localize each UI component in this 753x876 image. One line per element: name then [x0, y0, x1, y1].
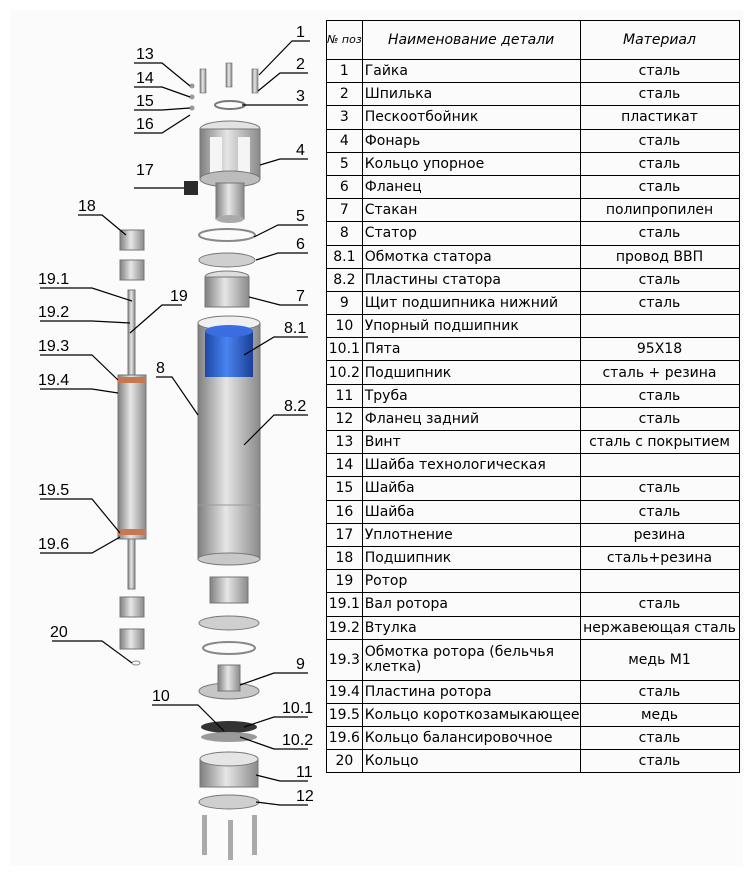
callout-17: 17	[136, 162, 154, 179]
row-material: сталь	[580, 175, 739, 198]
row-name: Обмотка статора	[362, 245, 580, 268]
row-name: Уплотнение	[362, 523, 580, 546]
table-row	[327, 570, 740, 593]
callout-19-6: 19.6	[38, 536, 70, 553]
callout-19-1: 19.1	[38, 271, 70, 288]
callout-10-2: 10.2	[282, 732, 314, 749]
stator-part	[198, 316, 260, 565]
row-pos: 19.1	[327, 593, 363, 616]
row-material: сталь	[580, 268, 739, 291]
row-material: провод ВВП	[580, 245, 739, 268]
seal-part	[184, 181, 198, 195]
callout-10: 10	[152, 688, 170, 705]
row-material: сталь	[580, 152, 739, 175]
header-pos: № поз	[327, 21, 363, 60]
table-row	[327, 60, 740, 83]
row-pos: 14	[327, 454, 363, 477]
table-row	[327, 222, 740, 245]
table-row	[327, 291, 740, 314]
callout-19-5: 19.5	[38, 482, 70, 499]
callout-13: 13	[136, 46, 154, 63]
table-row	[327, 680, 740, 703]
callout-19-2: 19.2	[38, 304, 70, 321]
row-material: сталь	[580, 593, 739, 616]
row-name: Шайба технологическая	[362, 454, 580, 477]
row-name: Стакан	[362, 199, 580, 222]
row-pos: 1	[327, 60, 363, 83]
rotor-assembly	[118, 230, 146, 665]
row-material: 95Х18	[580, 338, 739, 361]
row-pos: 10	[327, 315, 363, 338]
row-material: сталь	[580, 384, 739, 407]
row-name: Шайба	[362, 500, 580, 523]
table-header-row	[327, 21, 740, 60]
row-pos: 5	[327, 152, 363, 175]
row-material: нержавеющая сталь	[580, 616, 739, 639]
table-row	[327, 245, 740, 268]
callout-12: 12	[296, 788, 314, 805]
row-name: Винт	[362, 431, 580, 454]
row-pos: 13	[327, 431, 363, 454]
row-pos: 10.2	[327, 361, 363, 384]
table-row	[327, 639, 740, 680]
row-pos: 18	[327, 546, 363, 569]
row-pos: 20	[327, 750, 363, 773]
table-row	[327, 106, 740, 129]
row-pos: 19.3	[327, 639, 363, 680]
row-name: Подшипник	[362, 361, 580, 384]
row-name: Статор	[362, 222, 580, 245]
row-pos: 19	[327, 570, 363, 593]
table-row	[327, 523, 740, 546]
callout-7: 7	[296, 288, 305, 305]
parts-table	[326, 20, 740, 773]
table-row	[327, 361, 740, 384]
callout-11: 11	[296, 764, 313, 781]
row-material: сталь	[580, 500, 739, 523]
row-name: Щит подшипника нижний	[362, 291, 580, 314]
table-row	[327, 175, 740, 198]
table-body	[327, 60, 740, 773]
table-row	[327, 407, 740, 430]
row-name: Кольцо	[362, 750, 580, 773]
callout-19-4: 19.4	[38, 372, 70, 389]
table-row	[327, 152, 740, 175]
table-row	[327, 199, 740, 222]
row-name: Пластина ротора	[362, 680, 580, 703]
row-material	[580, 454, 739, 477]
row-name: Обмотка ротора (бельчья клетка)	[362, 639, 580, 680]
row-pos: 6	[327, 175, 363, 198]
row-name: Кольцо балансировочное	[362, 727, 580, 750]
callout-5: 5	[296, 208, 305, 225]
table-row	[327, 268, 740, 291]
row-pos: 19.5	[327, 703, 363, 726]
row-name: Фланец задний	[362, 407, 580, 430]
callout-19: 19	[170, 288, 188, 305]
row-material: сталь	[580, 477, 739, 500]
table-row	[327, 546, 740, 569]
callout-2: 2	[296, 56, 305, 73]
row-pos: 15	[327, 477, 363, 500]
callout-labels	[38, 24, 314, 805]
table-row	[327, 477, 740, 500]
row-pos: 16	[327, 500, 363, 523]
row-material: медь М1	[580, 639, 739, 680]
row-name: Вал ротора	[362, 593, 580, 616]
row-pos: 19.4	[327, 680, 363, 703]
row-material: сталь+резина	[580, 546, 739, 569]
row-name: Пескоотбойник	[362, 106, 580, 129]
row-name: Втулка	[362, 616, 580, 639]
lantern-part	[200, 121, 260, 223]
table-row	[327, 83, 740, 106]
table-row	[327, 703, 740, 726]
callout-8-2: 8.2	[284, 398, 307, 415]
row-material	[580, 315, 739, 338]
row-pos: 9	[327, 291, 363, 314]
row-material	[580, 570, 739, 593]
row-name: Труба	[362, 384, 580, 407]
callout-8: 8	[156, 360, 165, 377]
row-pos: 2	[327, 83, 363, 106]
row-material: полипропилен	[580, 199, 739, 222]
row-name: Кольцо упорное	[362, 152, 580, 175]
callout-18: 18	[78, 198, 96, 215]
row-pos: 3	[327, 106, 363, 129]
table-row	[327, 315, 740, 338]
row-material: сталь	[580, 129, 739, 152]
table-row	[327, 727, 740, 750]
row-name: Подшипник	[362, 546, 580, 569]
row-pos: 10.1	[327, 338, 363, 361]
row-name: Пластины статора	[362, 268, 580, 291]
top-studs	[190, 63, 259, 111]
row-name: Фонарь	[362, 129, 580, 152]
callout-16: 16	[136, 116, 154, 133]
header-name: Наименование детали	[362, 21, 580, 60]
thrust-ring-part	[199, 229, 255, 241]
row-material: сталь с покрытием	[580, 431, 739, 454]
table-row	[327, 431, 740, 454]
table-row	[327, 593, 740, 616]
callout-9: 9	[296, 656, 305, 673]
row-material: сталь	[580, 727, 739, 750]
row-pos: 12	[327, 407, 363, 430]
callout-1: 1	[296, 24, 305, 41]
table-row	[327, 500, 740, 523]
row-name: Шайба	[362, 477, 580, 500]
callout-14: 14	[136, 70, 154, 87]
row-name: Фланец	[362, 175, 580, 198]
row-name: Ротор	[362, 570, 580, 593]
table-row	[327, 384, 740, 407]
row-pos: 11	[327, 384, 363, 407]
row-material: сталь	[580, 83, 739, 106]
leader-lines	[40, 41, 310, 805]
table-row	[327, 338, 740, 361]
row-pos: 7	[327, 199, 363, 222]
callout-15: 15	[136, 93, 154, 110]
row-pos: 19.6	[327, 727, 363, 750]
callout-3: 3	[296, 88, 305, 105]
cup-part	[205, 271, 249, 307]
row-pos: 17	[327, 523, 363, 546]
row-name: Гайка	[362, 60, 580, 83]
flange-part	[199, 253, 255, 267]
row-name: Упорный подшипник	[362, 315, 580, 338]
row-pos: 8.1	[327, 245, 363, 268]
table-row	[327, 616, 740, 639]
row-pos: 8	[327, 222, 363, 245]
callout-8-1: 8.1	[284, 320, 307, 337]
row-material: сталь	[580, 291, 739, 314]
header-material: Материал	[580, 21, 739, 60]
lower-parts	[199, 577, 259, 860]
row-pos: 8.2	[327, 268, 363, 291]
callout-19-3: 19.3	[38, 338, 70, 355]
table-row	[327, 129, 740, 152]
row-material: сталь	[580, 680, 739, 703]
table-row	[327, 750, 740, 773]
table-row	[327, 454, 740, 477]
row-material: резина	[580, 523, 739, 546]
row-material: медь	[580, 703, 739, 726]
row-material: сталь	[580, 60, 739, 83]
row-pos: 4	[327, 129, 363, 152]
row-material: сталь	[580, 222, 739, 245]
row-name: Кольцо короткозамыкающее	[362, 703, 580, 726]
callout-6: 6	[296, 236, 305, 253]
row-name: Пята	[362, 338, 580, 361]
exploded-pump-drawing	[12, 5, 322, 867]
row-material: сталь + резина	[580, 361, 739, 384]
row-name: Шпилька	[362, 83, 580, 106]
row-pos: 19.2	[327, 616, 363, 639]
callout-20: 20	[50, 624, 68, 641]
row-material: пластикат	[580, 106, 739, 129]
callout-4: 4	[296, 142, 305, 159]
callout-10-1: 10.1	[282, 700, 314, 717]
row-material: сталь	[580, 407, 739, 430]
row-material: сталь	[580, 750, 739, 773]
